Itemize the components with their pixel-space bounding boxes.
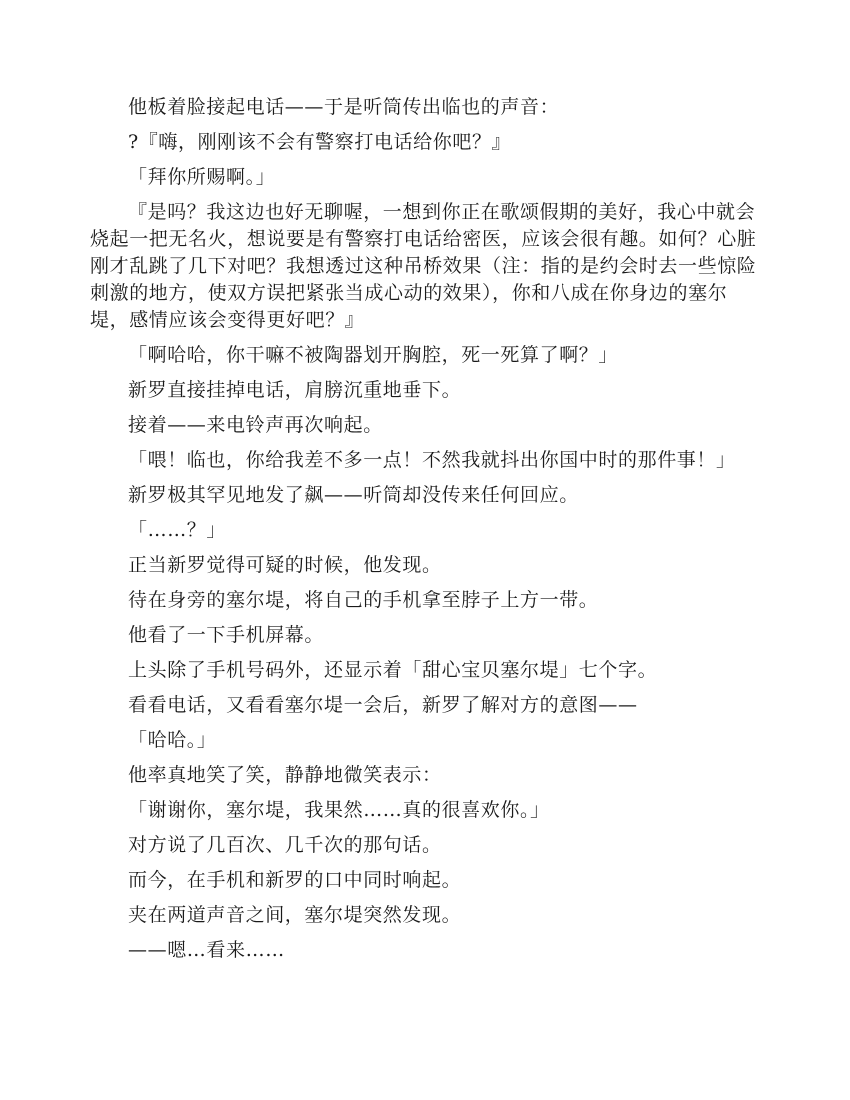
- paragraph: 而今，在手机和新罗的口中同时响起。: [128, 869, 462, 891]
- paragraph: 「谢谢你，塞尔堤，我果然……真的很喜欢你。」: [128, 799, 550, 821]
- paragraph: 他看了一下手机屏幕。: [128, 624, 325, 646]
- paragraph: 『是吗？我这边也好无聊喔，一想到你正在歌颂假期的美好，我心中就会烧起一把无名火，想说要是有警察打电话给密医，应该会很有趣。如何？心脏刚才乱跳了几下对吧？我想透过这种吊桥效果（注：指的是约会时去一些惊险刺激的地方，使双方误把紧张当成心动的效果），你和八成在你身边的塞尔堤，感情应该会变得更好吧？』: [90, 201, 757, 331]
- paragraph: 新罗极其罕见地发了飙——听筒却没传来任何回应。: [128, 484, 579, 506]
- paragraph: 「啊哈哈，你干嘛不被陶器划开胸腔，死一死算了啊？」: [128, 344, 619, 366]
- paragraph: 接着——来电铃声再次响起。: [128, 414, 383, 436]
- paragraph: 待在身旁的塞尔堤，将自己的手机拿至脖子上方一带。: [128, 589, 599, 611]
- paragraph: ?『嗨，刚刚该不会有警察打电话给你吧？』: [128, 131, 512, 153]
- paragraph: 「……？」: [128, 519, 227, 541]
- paragraph: 「拜你所赐啊。」: [128, 166, 276, 188]
- paragraph: 「哈哈。」: [128, 729, 217, 751]
- paragraph: ——嗯…看来……: [128, 939, 285, 961]
- paragraph: 「喂！临也，你给我差不多一点！不然我就抖出你国中时的那件事！」: [128, 449, 736, 471]
- paragraph: 夹在两道声音之间，塞尔堤突然发现。: [128, 904, 462, 926]
- paragraph: 他板着脸接起电话——于是听筒传出临也的声音：: [128, 96, 560, 118]
- paragraph: 正当新罗觉得可疑的时候，他发现。: [128, 554, 442, 576]
- paragraph: 上头除了手机号码外，还显示着「甜心宝贝塞尔堤」七个字。: [128, 659, 658, 681]
- paragraph: 对方说了几百次、几千次的那句话。: [128, 834, 442, 856]
- paragraph: 新罗直接挂掉电话，肩膀沉重地垂下。: [128, 379, 462, 401]
- text-body: [90, 94, 758, 972]
- paragraph: 他率真地笑了笑，静静地微笑表示：: [128, 764, 442, 786]
- paragraph: 看看电话，又看看塞尔堤一会后，新罗了解对方的意图——: [128, 694, 638, 716]
